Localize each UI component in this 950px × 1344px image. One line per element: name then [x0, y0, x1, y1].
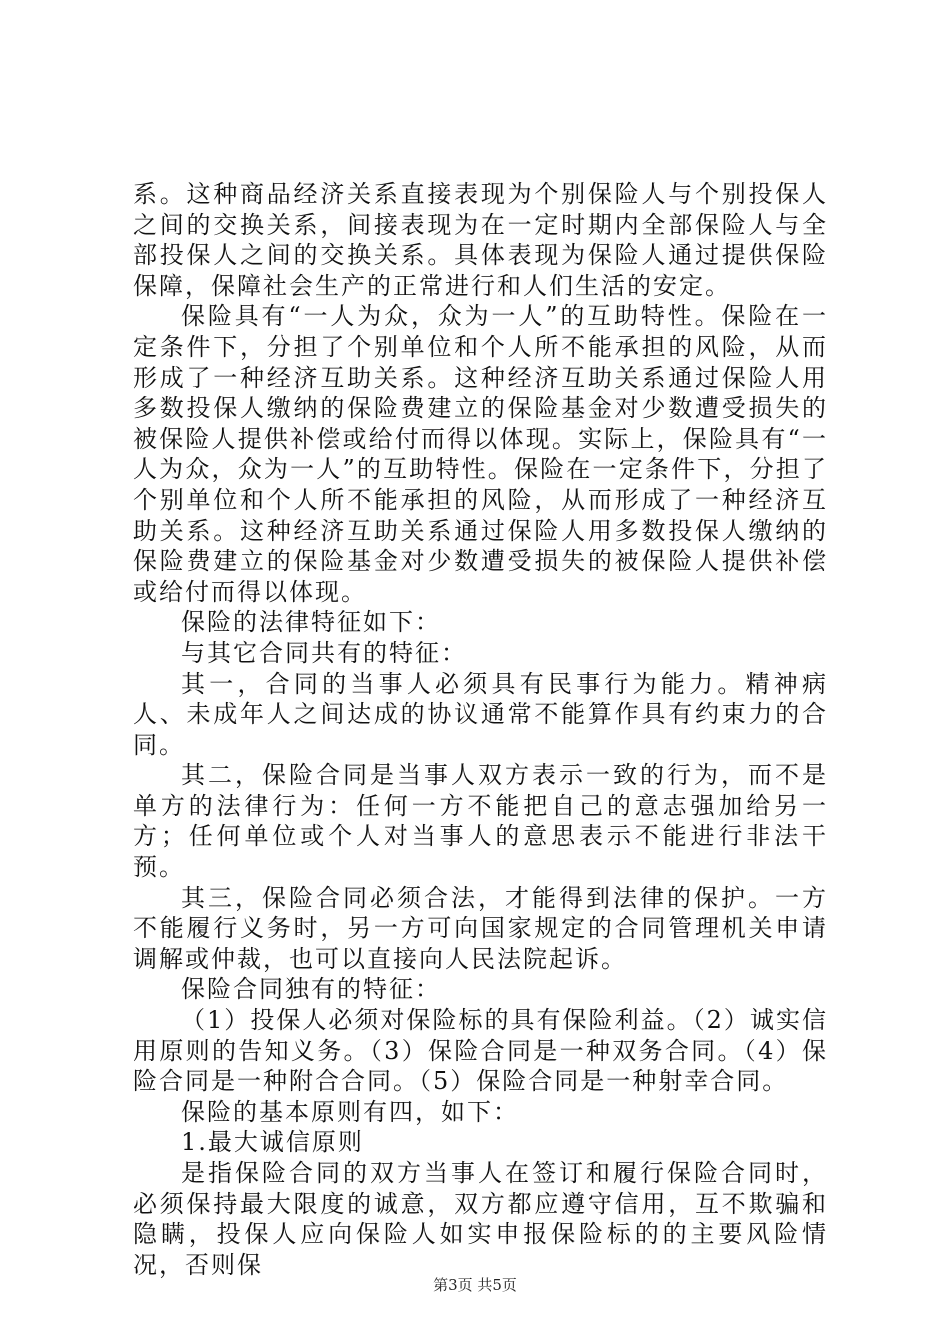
paragraph: 1.最大诚信原则 — [181, 1128, 364, 1157]
paragraph: 其一，合同的当事人必须具有民事行为能力。精神病人、未成年人之间达成的协议通常不能算作具有约束力的合同。 — [133, 669, 828, 759]
body-text — [133, 179, 828, 1280]
paragraph: 其三，保险合同必须合法，才能得到法律的保护。一方不能履行义务时，另一方可向国家规定的合同管理机关申请调解或仲裁，也可以直接向人民法院起诉。 — [133, 883, 828, 973]
paragraph: 保险的基本原则有四，如下： — [181, 1097, 519, 1126]
paragraph: 与其它合同共有的特征： — [181, 638, 467, 667]
paragraph: 保险合同独有的特征： — [181, 975, 441, 1004]
paragraph: 保险具有“一人为众，众为一人”的互助特性。保险在一定条件下，分担了个别单位和个人所不能承担的风险，从而形成了一种经济互助关系。这种经济互助关系通过保险人用多数投保人缴纳的保险费建立的保险基金对少数遭受损失的被保险人提供补偿或给付而得以体现。实际上，保险具有“一人为众，众为一人”的互助特性。保险在一定条件下，分担了个别单位和个人所不能承担的风险，从而形成了一种经济互助关系。这种经济互助关系通过保险人用多数投保人缴纳的保险费建立的保险基金对少数遭受损失的被保险人提供补偿或给付而得以体现。 — [133, 302, 828, 606]
paragraph: （1）投保人必须对保险标的具有保险利益。（2）诚实信用原则的告知义务。（3）保险合同是一种双务合同。（4）保险合同是一种附合合同。（5）保险合同是一种射幸合同。 — [133, 1006, 828, 1096]
page-number: 第3页 共5页 — [433, 1276, 517, 1294]
paragraph: 保险的法律特征如下： — [181, 608, 441, 637]
page-footer — [0, 1274, 950, 1295]
paragraph: 系。这种商品经济关系直接表现为个别保险人与个别投保人之间的交换关系，间接表现为在一定时期内全部保险人与全部投保人之间的交换关系。具体表现为保险人通过提供保险保障，保障社会生产的正常进行和人们生活的安定。 — [133, 180, 828, 300]
paragraph: 其二，保险合同是当事人双方表示一致的行为，而不是单方的法律行为：任何一方不能把自己的意志强加给另一方；任何单位或个人对当事人的意思表示不能进行非法干预。 — [133, 761, 828, 882]
paragraph: 是指保险合同的双方当事人在签订和履行保险合同时，必须保持最大限度的诚意，双方都应遵守信用，互不欺骗和隐瞒，投保人应向保险人如实申报保险标的的主要风险情况，否则保 — [133, 1159, 828, 1279]
